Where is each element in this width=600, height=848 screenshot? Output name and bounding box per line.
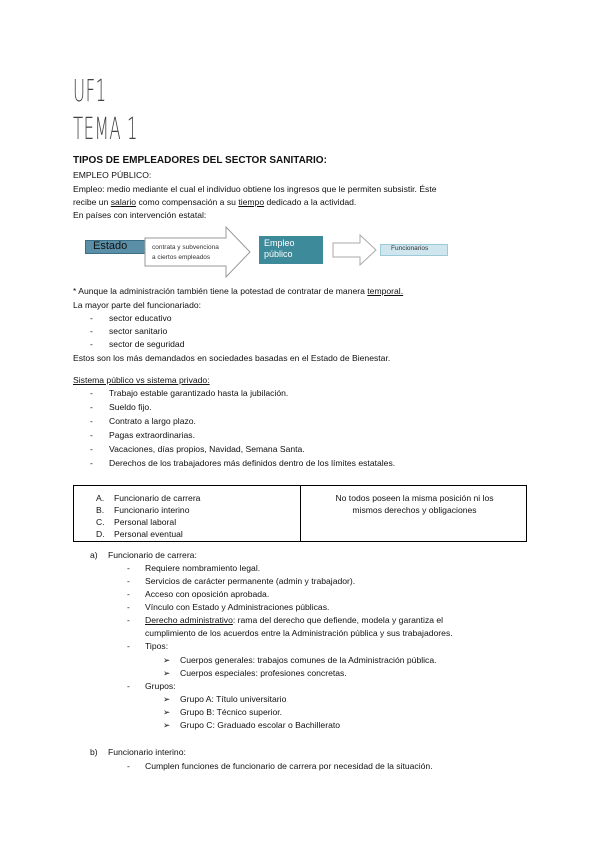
arrow-right-icon: [332, 234, 378, 266]
table-note-line2: mismos derechos y obligaciones: [352, 505, 477, 515]
arrow-text-2: a ciertos empleados: [152, 254, 211, 261]
arrow-bullet-icon: ➢: [163, 694, 171, 704]
mayor-parte-text: La mayor parte del funcionariado:: [73, 300, 202, 310]
nota-temporal: * Aunque la administración también tiene la potestad de contratar de manera temporal.: [73, 286, 404, 296]
topic-heading: TEMA 1: [73, 112, 139, 147]
temporal-term: temporal.: [367, 286, 404, 296]
employee-types-table: [73, 485, 527, 542]
interino-heading: b) Funcionario interino:: [90, 747, 186, 757]
arrow-bullet-icon: ➢: [163, 655, 171, 665]
arrow-bullet-icon: ➢: [163, 720, 171, 730]
section-title: TIPOS DE EMPLEADORES DEL SECTOR SANITARIO:: [73, 155, 327, 166]
empleo-definition-line2: recibe un salario como compensación a su tiempo dedicado a la actividad.: [73, 197, 357, 207]
arrow-text-1: contrata y subvenciona: [152, 244, 219, 251]
carrera-heading: a) Funcionario de carrera:: [90, 550, 197, 560]
table-row: D. Personal eventual: [96, 529, 183, 539]
process-diagram: [82, 226, 462, 278]
unit-heading: UF1: [73, 74, 107, 109]
table-row: B. Funcionario interino: [96, 505, 190, 515]
funcionarios-box: Funcionarios: [380, 244, 448, 256]
derecho-line2: cumplimiento de los acuerdos entre la Administración pública y sus trabajadores.: [145, 628, 453, 638]
derecho-administrativo-term: Derecho administrativo: [145, 615, 233, 625]
table-note-line1: No todos poseen la misma posición ni los: [335, 493, 494, 503]
table-row: A. Funcionario de carrera: [96, 493, 201, 503]
arrow-bullet-icon: ➢: [163, 668, 171, 678]
arrow-contrata-icon: [144, 226, 254, 278]
table-row: C. Personal laboral: [96, 517, 177, 527]
demandados-text: Estos son los más demandados en sociedades basadas en el Estado de Bienestar.: [73, 353, 391, 363]
empleo-publico-label: EMPLEO PÚBLICO:: [73, 170, 152, 180]
salario-term: salario: [110, 197, 137, 207]
estado-box: Estado: [85, 240, 146, 254]
empleo-definition-line1: Empleo: medio mediante el cual el individuo obtiene los ingresos que le permiten subsistir. Éste: [73, 184, 437, 194]
arrow-bullet-icon: ➢: [163, 707, 171, 717]
paises-text: En países con intervención estatal:: [73, 210, 207, 220]
tiempo-term: tiempo: [238, 197, 265, 207]
empleo-publico-box: Empleo público: [259, 236, 323, 264]
sistema-title: Sistema público vs sistema privado:: [73, 375, 210, 385]
